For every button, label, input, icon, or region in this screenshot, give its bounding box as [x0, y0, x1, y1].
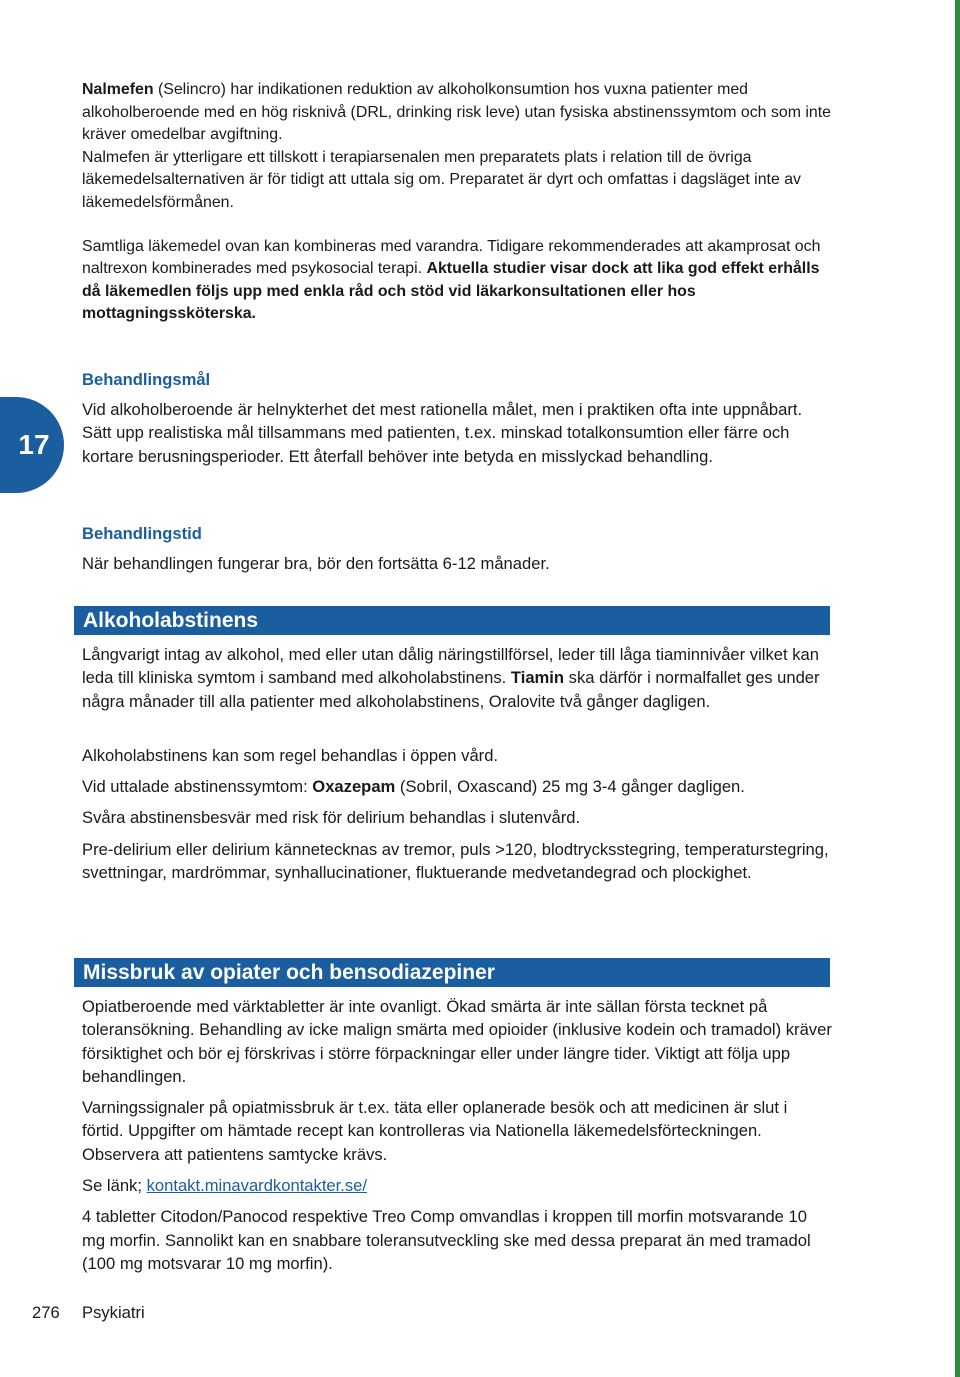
behandlingstid-section — [82, 523, 832, 575]
link-paragraph: Se länk; kontakt.minavardkontakter.se/ — [82, 1176, 368, 1196]
tiamin-paragraph: Långvarigt intag av alkohol, med eller utan dålig näringstillförsel, leder till låga tiaminnivåer vilket kan leda till kliniska symtom i samband med alkoholabstinens. Tiamin ska därför i normalfallet ges under några månader till alla patienter med alkoholabstinens, Oralovite två gånger dagligen. — [82, 645, 820, 711]
opiater-section — [82, 995, 832, 1275]
footer-section-name: Psykiatri — [82, 1303, 145, 1322]
chapter-number: 17 — [18, 429, 50, 460]
minavardkontakter-link[interactable]: kontakt.minavardkontakter.se/ — [146, 1176, 368, 1196]
varningssignaler-paragraph: Varningssignaler på opiatmissbruk är t.ex. täta eller oplanerade besök och att medicinen är slut i förtid. Uppgifter om hämtade recept kan kontrolleras via Nationella läkemedelsförteckningen. Observera att patientens samtycke krävs. — [82, 1098, 788, 1164]
page-number: 276 — [32, 1303, 60, 1322]
alkoholabstinens-section — [82, 643, 832, 884]
nalmefen-bold: Nalmefen — [82, 81, 154, 98]
behandlingsmal-section — [82, 369, 832, 468]
delirium-paragraph: Pre-delirium eller delirium kännetecknas av tremor, puls >120, blodtrycksstegring, temperaturstegring, svettningar, mardrömmar, synhallucinationer, fluktuerande medvetandegrad och plockighet. — [82, 839, 829, 883]
behandlingstid-text: När behandlingen fungerar bra, bör den fortsätta 6-12 månader. — [82, 554, 550, 573]
behandlingsmal-heading: Behandlingsmål — [82, 370, 211, 389]
oppen-vard-paragraph: Alkoholabstinens kan som regel behandlas i öppen vård. — [82, 745, 499, 765]
combination-paragraph: Samtliga läkemedel ovan kan kombineras med varandra. Tidigare rekommenderades att akamprosat och naltrexon kombinerades med psykosocial terapi. Aktuella studier visar dock att lika god effekt erhålls då läkemedlen följs upp med enkla råd och stöd vid läkarkonsultationen eller hos mottagningssköterska. — [82, 237, 821, 323]
slutenvard-paragraph: Svåra abstinensbesvär med risk för delirium behandlas i slutenvård. — [82, 808, 581, 828]
behandlingstid-heading: Behandlingstid — [82, 524, 202, 543]
opiater-heading: Missbruk av opiater och bensodiazepiner — [74, 958, 830, 987]
green-page-edge — [955, 0, 960, 1377]
chapter-tab — [0, 397, 64, 493]
nalmefen-paragraph: Nalmefen (Selincro) har indikationen reduktion av alkoholkonsumtion hos vuxna patienter med alkoholberoende med en hög risknivå (DRL, drinking risk leve) utan fysiska abstinenssymtom och som inte kräver omedelbar avgiftning. — [82, 81, 831, 144]
oxazepam-paragraph: Vid uttalade abstinenssymtom: Oxazepam (Sobril, Oxascand) 25 mg 3-4 gånger dagligen. — [82, 777, 745, 797]
opiatberoende-paragraph: Opiatberoende med värktabletter är inte ovanligt. Ökad smärta är inte sällan första tecknet på toleransökning. Behandling av icke malign smärta med opioider (inklusive kodein och tramadol) kräver försiktighet och bör ej förskrivas i större förpackningar eller under längre tider. Viktigt att följa upp behandlingen. — [82, 997, 832, 1086]
alkoholabstinens-heading: Alkoholabstinens — [74, 606, 830, 635]
citodon-paragraph: 4 tabletter Citodon/Panocod respektive Treo Comp omvandlas i kroppen till morfin motsvarande 10 mg morfin. Sannolikt kan en snabbare toleransutveckling ske med dessa preparat än med tramadol (100 mg motsvarar 10 mg morfin). — [82, 1207, 811, 1273]
nalmefen-status-paragraph: Nalmefen är ytterligare ett tillskott i terapiarsenalen men preparatets plats i relation till de övriga läkemedelsalternativen är för tidigt att uttala sig om. Preparatet är dyrt och omfattas i dagsläget inte av läkemedelsförmånen. — [82, 148, 801, 211]
behandlingsmal-text: Vid alkoholberoende är helnykterhet det mest rationella målet, men i praktiken ofta inte uppnåbart. Sätt upp realistiska mål tillsammans med patienten, t.ex. minskad totalkonsumtion eller färre och kortare berusningsperioder. Ett återfall behöver inte betyda en misslyckad behandling. — [82, 400, 803, 466]
intro-section — [82, 79, 832, 326]
